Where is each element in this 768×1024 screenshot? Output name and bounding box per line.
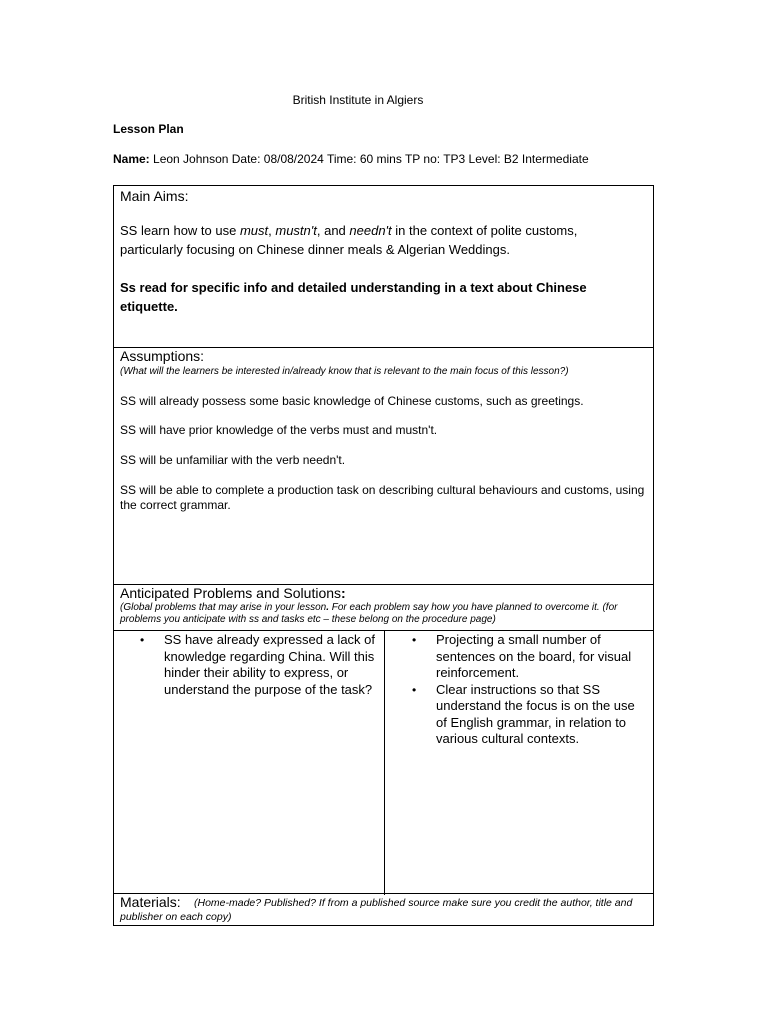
problems-hint-part2: For each problem say how you have planned to overcome it. (for problems you anticipate with ss and tasks etc – these belong on the procedure page) (120, 602, 618, 625)
solutions-column (385, 631, 654, 895)
aim1-must: must (239, 223, 269, 238)
main-aim-1 (120, 221, 640, 259)
aim1-mustnt: mustn't (275, 223, 317, 238)
problem-text: SS have already expressed a lack of knowledge regarding China. Will this hinder their ability to express, or understand the purpose of the task? (164, 632, 376, 697)
aim1-neednt: needn't (349, 223, 392, 238)
assumptions-title: Assumptions: (120, 348, 205, 364)
aim1-sep1: , (268, 223, 276, 238)
materials-hint: (Home-made? Published? If from a published source make sure you credit the author, title and publisher on each copy) (120, 897, 633, 923)
solution-text: Clear instructions so that SS understand the focus is on the use of English grammar, in relation to various cultural contexts. (436, 681, 635, 746)
aim1-text-start: SS learn how to use (120, 223, 240, 238)
problems-section (113, 584, 654, 894)
document-title: Lesson Plan (113, 122, 184, 136)
materials-title: Materials: (120, 894, 181, 910)
assumption-item: SS will be able to complete a production task on describing cultural behaviours and customs, using the correct grammar. (120, 483, 645, 512)
lesson-info-line (113, 152, 589, 166)
problem-item (113, 632, 384, 698)
solution-item (385, 682, 654, 748)
problems-hint-part1: (Global problems that may arise in your lesson (120, 602, 327, 613)
problems-solutions-table (113, 630, 654, 895)
bullet-icon: • (412, 633, 417, 647)
assumption-item: SS will already possess some basic knowledge of Chinese customs, such as greetings. (120, 394, 584, 408)
problems-hint-dot: . (326, 602, 329, 613)
assumptions-hint: (What will the learners be interested in/already know that is relevant to the main focus of this lesson?) (120, 366, 569, 377)
solution-text: Projecting a small number of sentences on the board, for visual reinforcement. (436, 632, 632, 680)
lesson-info-value: Leon Johnson Date: 08/08/2024 Time: 60 mins TP no: TP3 Level: B2 Intermediate (149, 152, 589, 166)
aim1-sep2: , and (316, 223, 350, 238)
problems-title (120, 585, 346, 601)
aim1-text-end: in the context of polite customs, particularly focusing on Chinese dinner meals & Algerian Weddings. (120, 223, 578, 257)
main-aim-2: Ss read for specific info and detailed understanding in a text about Chinese etiquette. (120, 280, 587, 314)
assumption-item: SS will have prior knowledge of the verbs must and mustn't. (120, 423, 438, 437)
bullet-icon: • (140, 633, 145, 647)
problems-column (113, 631, 385, 895)
main-aims-title: Main Aims: (120, 188, 189, 204)
solution-item (385, 632, 654, 682)
problems-title-colon: : (341, 585, 346, 601)
problems-hint (120, 602, 650, 626)
bullet-icon: • (412, 682, 417, 697)
assumptions-section (113, 347, 654, 585)
main-aims-section (113, 185, 654, 348)
materials-section (113, 893, 654, 926)
name-label: Name: (113, 152, 150, 166)
institute-name: British Institute in Algiers (292, 93, 424, 107)
problems-title-text: Anticipated Problems and Solutions (120, 585, 342, 601)
assumption-item: SS will be unfamiliar with the verb needn't. (120, 453, 346, 467)
